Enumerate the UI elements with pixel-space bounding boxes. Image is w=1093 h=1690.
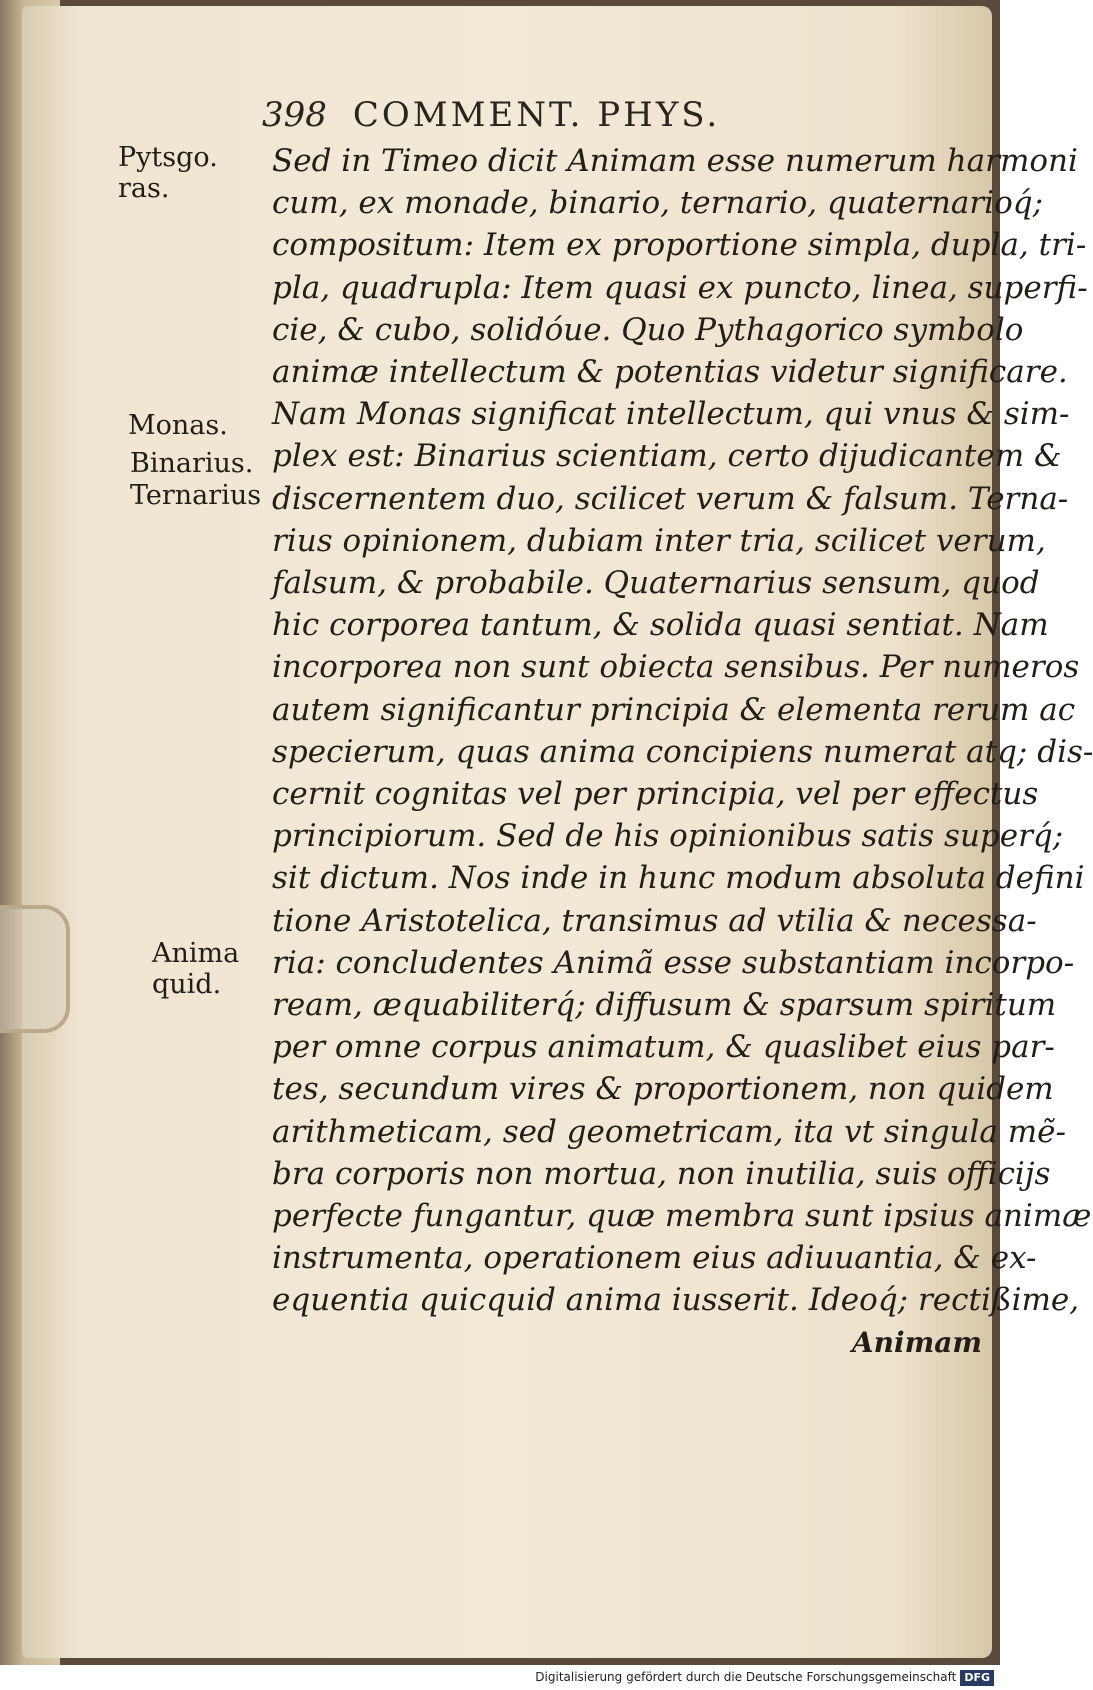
page-holder-clip bbox=[0, 905, 70, 1033]
text-line: arithmeticam, sed geometricam, ita vt singula mẽ- bbox=[272, 1113, 1066, 1150]
margin-note-binarius: Binarius. bbox=[130, 448, 254, 479]
page-number: 398 bbox=[262, 95, 327, 135]
text-line: perfecte fungantur, quæ membra sunt ipsius animæ bbox=[272, 1198, 1092, 1235]
digitization-credit-bar bbox=[0, 1665, 1000, 1690]
margin-note-ternarius: Ternarius bbox=[130, 480, 262, 511]
text-line: pla, quadrupla: Item quasi ex puncto, linea, superfi- bbox=[272, 269, 1088, 306]
text-line: discernentem duo, scilicet verum & falsum. Terna- bbox=[272, 480, 1069, 517]
margin-note-anima-quid: Anima quid. bbox=[152, 938, 240, 1000]
text-line: hic corporea tantum, & solida quasi sentiat. Nam bbox=[272, 607, 1049, 644]
margin-note-pythagoras: Pytsgo. ras. bbox=[118, 142, 218, 204]
text-line: tes, secundum vires & proportionem, non quidem bbox=[272, 1071, 1054, 1108]
text-line: bra corporis non mortua, non inutilia, suis officijs bbox=[272, 1155, 1051, 1192]
text-line: per omne corpus animatum, & quaslibet eius par- bbox=[272, 1029, 1055, 1066]
catchword: Animam bbox=[851, 1325, 982, 1359]
text-line: Nam Monas significat intellectum, qui vnus & sim- bbox=[272, 396, 1070, 433]
text-line: animæ intellectum & potentias videtur significare. bbox=[272, 354, 1068, 391]
digitization-credit: Digitalisierung gefördert durch die Deutsche Forschungsgemeinschaft bbox=[535, 1670, 957, 1684]
text-line: compositum: Item ex proportione simpla, dupla, tri- bbox=[272, 227, 1087, 264]
text-line: incorporea non sunt obiecta sensibus. Per numeros bbox=[272, 649, 1080, 686]
text-line: cum, ex monade, binario, ternario, quaternarioq́; bbox=[272, 185, 1044, 222]
running-title: COMMENT. PHYS. bbox=[352, 95, 721, 135]
text-line: sit dictum. Nos inde in hunc modum absoluta defini bbox=[272, 860, 1085, 897]
text-line: cie, & cubo, solidóue. Quo Pythagorico symbolo bbox=[272, 311, 1024, 348]
dfg-logo: DFG bbox=[960, 1670, 994, 1686]
margin-note-monas: Monas. bbox=[128, 410, 228, 441]
text-line: Sed in Timeo dicit Animam esse numerum harmoni bbox=[272, 143, 1078, 179]
main-text-block bbox=[272, 140, 1093, 1364]
text-line: falsum, & probabile. Quaternarius sensum, quod bbox=[272, 565, 1040, 602]
text-line: autem significantur principia & elementa rerum ac bbox=[272, 691, 1076, 728]
running-header bbox=[262, 95, 822, 135]
text-line: ream, æquabiliterq́; diffusum & sparsum spiritum bbox=[272, 987, 1057, 1024]
text-line: plex est: Binarius scientiam, certo dijudicantem & bbox=[272, 438, 1062, 475]
text-line: specierum, quas anima concipiens numerat atq; dis- bbox=[272, 733, 1093, 770]
text-line: tione Aristotelica, transimus ad vtilia & necessa- bbox=[272, 902, 1037, 939]
text-line: cernit cognitas vel per principia, vel per effectus bbox=[272, 776, 1039, 813]
text-line: ria: concludentes Animã esse substantiam incorpo- bbox=[272, 944, 1075, 981]
text-line: equentia quicquid anima iusserit. Ideoq́; rectißime, bbox=[272, 1282, 1080, 1319]
text-line: principiorum. Sed de his opinionibus satis superq́; bbox=[272, 818, 1064, 855]
text-line: instrumenta, operationem eius adiuuantia, & ex- bbox=[272, 1240, 1037, 1277]
text-line: rius opinionem, dubiam inter tria, scilicet verum, bbox=[272, 522, 1046, 559]
